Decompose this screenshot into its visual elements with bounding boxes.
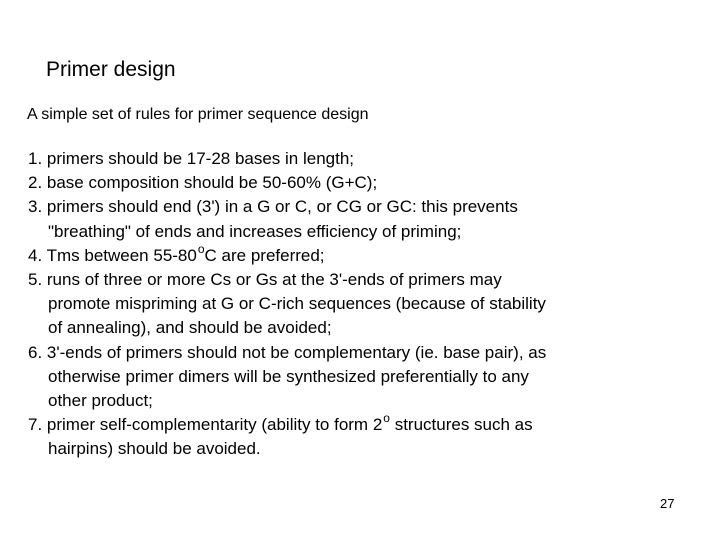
rules-list xyxy=(28,147,698,461)
rule-item xyxy=(28,341,698,414)
degree-superscript: o xyxy=(197,241,205,256)
rule-text-before-superscript: 7. primer self-complementarity (ability to form 2 xyxy=(28,415,383,435)
rule-item xyxy=(28,241,698,268)
rule-item xyxy=(28,171,698,195)
rule-text-line: 3. primers should end (3') in a G or C, or CG or GC: this prevents xyxy=(28,197,518,217)
rule-item xyxy=(28,268,698,341)
rule-continuation-line: hairpins) should be avoided. xyxy=(48,439,261,459)
rule-text-after-superscript: C are preferred; xyxy=(204,245,325,265)
superscript-o: o xyxy=(383,411,390,426)
rule-item xyxy=(28,147,698,171)
rule-continuation-line: "breathing" of ends and increases efficiency of priming; xyxy=(48,221,462,241)
slide-subtitle: A simple set of rules for primer sequence design xyxy=(27,106,369,123)
rule-text-line: 6. 3'-ends of primers should not be complementary (ie. base pair), as xyxy=(28,342,547,362)
rule-continuation-line: promote mispriming at G or C-rich sequences (because of stability xyxy=(48,294,546,314)
rule-continuation-line: otherwise primer dimers will be synthesized preferentially to any xyxy=(48,366,529,386)
rule-text-line: 1. primers should be 17-28 bases in length; xyxy=(28,149,355,168)
slide-title: Primer design xyxy=(46,58,176,81)
rule-text-line xyxy=(28,413,698,437)
rule-text-line: 2. base composition should be 50-60% (G+C); xyxy=(28,173,378,193)
rule-item xyxy=(28,195,698,243)
rule-item xyxy=(28,413,698,461)
rule-text-line: 5. runs of three or more Cs or Gs at the 3'-ends of primers may xyxy=(28,269,502,289)
rule-text-line xyxy=(28,241,698,268)
page-number: 27 xyxy=(660,496,675,511)
rule-text-after-superscript: structures such as xyxy=(389,415,533,435)
rule-continuation-line: other product; xyxy=(48,390,153,410)
rule-continuation-line: of annealing), and should be avoided; xyxy=(48,318,332,338)
rule-text-before-superscript: 4. Tms between 55-80 xyxy=(28,245,197,265)
